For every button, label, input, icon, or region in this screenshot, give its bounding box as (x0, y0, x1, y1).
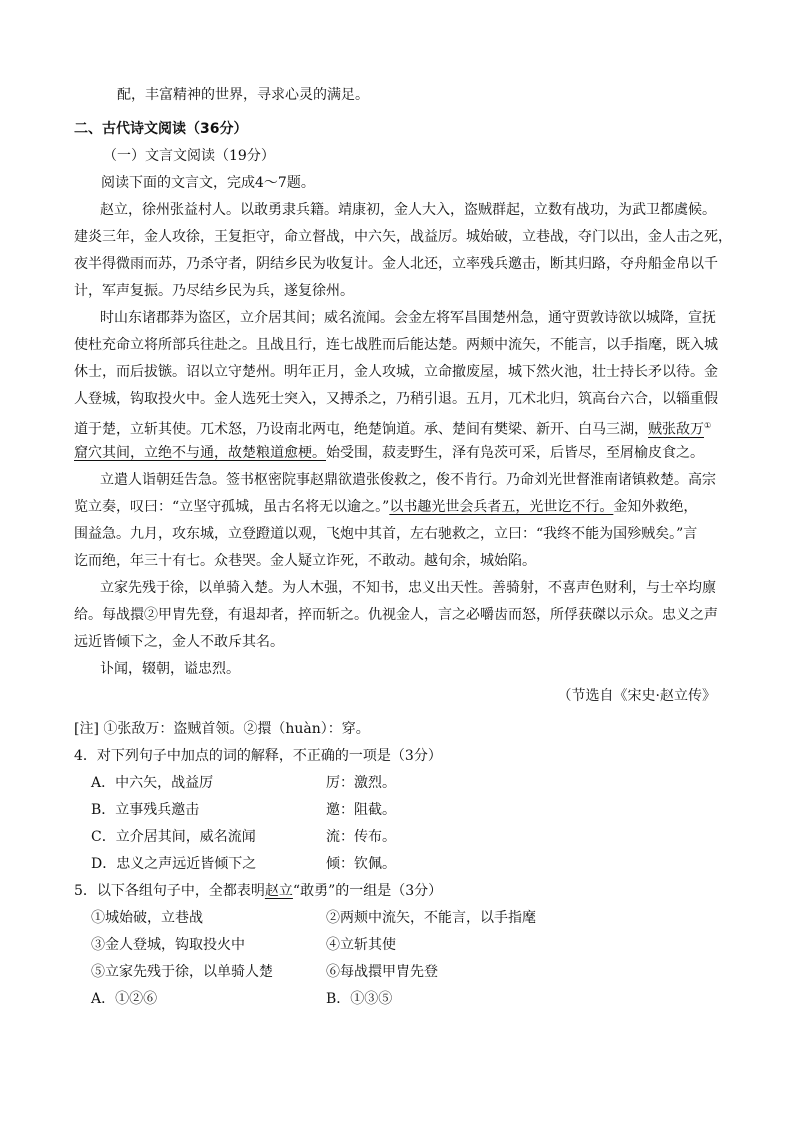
passage-line: 立遣人诣朝廷告急。签书枢密院事赵鼎欲遣张俊救之，俊不肯行。乃命刘光世督淮南诸镇救楚。高宗 (100, 472, 716, 488)
question-4-stem: 4．对下列句子中加点的词的解释，不正确的一项是（3分） (74, 748, 442, 764)
q5-item: ④立斩其使 (326, 937, 396, 953)
passage-line: 计，军声复振。乃尽结乡民为兵，遂复徐州。 (74, 283, 354, 299)
q5-answer-a: A．①②⑥ (91, 991, 158, 1007)
passage-line: 人登城，钩取投火中。金人选死士突入，又搏杀之，乃稍引退。五月，兀术北归，筑高台六合，以辎重假 (74, 391, 718, 407)
q5-item: ③金人登城，钩取投火中 (91, 937, 245, 953)
passage-text: 金知外救绝， (613, 499, 698, 515)
stem-text: 5．以下各组句子中，全都表明 (74, 883, 265, 899)
passage-line: 给。每战擐②甲胄先登，有退却者，捽而斩之。仇视金人，言之必嚼齿而怒，所俘获磔以示众。忠义之声 (74, 607, 718, 623)
passage-line (74, 497, 697, 517)
underlined-word: 赵立 (264, 883, 293, 899)
passage-line: 休士，而后拔镞。诏以立守楚州。明年正月，金人攻城，立命撤废屋，城下然火池，壮士持长矛以待。金 (74, 364, 718, 380)
passage-line: 围益急。九月，攻东城，立登蹬道以观，飞炮中其首，左右驰救之，立曰：“我终不能为国殄贼矣。”言 (74, 526, 698, 542)
q5-item: ②两颊中流矢，不能言，以手指麾 (326, 910, 536, 926)
section-title: 二、古代诗文阅读（36分） (74, 121, 248, 137)
passage-line: 远近皆倾下之，金人不敢斥其名。 (74, 634, 284, 650)
stem-text: “敢勇”的一组是（3分） (292, 883, 443, 899)
footnote-marker: ① (704, 421, 712, 430)
q4-option-a-explain: 厉：激烈。 (326, 775, 396, 791)
q4-option-a: A．中六矢，战益厉 (91, 775, 214, 791)
underlined-sentence: 以书趣光世会兵者五，光世讫不行。 (389, 499, 614, 515)
passage-line (74, 443, 704, 463)
subsection-title: （一）文言文阅读（19分） (103, 148, 275, 164)
footnote: [注] ①张敌万：盗贼首领。②擐（huàn）：穿。 (74, 721, 370, 737)
passage-line: 夜半得微雨而苏，乃杀守者，阴结乡民为收复计。金人北还，立率残兵邀击，断其归路，夺舟船金帛以千 (74, 256, 718, 272)
q5-answer-b: B．①③⑤ (326, 991, 393, 1007)
passage-text: 览立奏，叹曰：“立坚守孤城，虽古名将无以逾之。” (74, 499, 390, 515)
q4-option-c-explain: 流：传布。 (326, 829, 396, 845)
question-5-stem (74, 881, 442, 901)
passage-line: 时山东诸郡莽为盗区，立介居其间；威名流闻。会金左将军昌围楚州急，通守贾敦诗欲以城降，宣抚 (100, 310, 716, 326)
passage-text: 道于楚，立斩其使。兀术怒，乃设南北两屯，绝楚饷道。承、楚间有樊梁、新开、白马三湖， (74, 421, 648, 438)
q5-item: ⑥每战擐甲胄先登 (326, 964, 438, 980)
q4-option-b-explain: 邀：阻截。 (326, 802, 396, 818)
q5-item: ①城始破，立巷战 (91, 910, 203, 926)
underlined-sentence: 窟穴其间，立绝不与通，故楚粮道愈梗。 (74, 445, 326, 461)
passage-line: 使杜充命立将所部兵往赴之。且战且行，连七战胜而后能达楚。两颊中流矢，不能言，以手指麾，既入城 (74, 337, 718, 353)
instruction: 阅读下面的文言文，完成4～7题。 (101, 175, 315, 191)
passage-text: 始受围，菽麦野生，泽有凫茨可采，后皆尽，至屑榆皮食之。 (326, 445, 704, 461)
top-line: 配，丰富精神的世界，寻求心灵的满足。 (117, 87, 369, 103)
passage-line: 讣闻，辍朝，谥忠烈。 (100, 661, 240, 677)
passage-line: 讫而绝，年三十有七。众巷哭。金人疑立诈死，不敢动。越旬余，城始陷。 (74, 553, 536, 569)
q5-item: ⑤立家先残于徐，以单骑人楚 (91, 964, 273, 980)
q4-option-d: D．忠义之声远近皆倾下之 (91, 856, 257, 872)
q4-option-d-explain: 倾：钦佩。 (326, 856, 396, 872)
underlined-sentence: 贼张敌万 (648, 421, 704, 438)
q4-option-b: B．立事残兵邀击 (91, 802, 200, 818)
q4-option-c: C．立介居其间，威名流闻 (91, 829, 256, 845)
passage-line: 赵立，徐州张益村人。以敢勇隶兵籍。靖康初，金人大入，盗贼群起，立数有战功，为武卫都虞候。 (100, 202, 716, 218)
passage-line (74, 416, 711, 440)
passage-line: 建炎三年，金人攻徐，王复拒守，命立督战，中六矢，战益厉。城始破，立巷战，夺门以出，金人击之死， (74, 229, 732, 245)
source-citation: （节选自《宋史·赵立传》 (557, 688, 716, 704)
passage-line: 立家先残于徐，以单骑入楚。为人木强，不知书，忠义出天性。善骑射，不喜声色财利，与士卒均廪 (100, 580, 716, 596)
